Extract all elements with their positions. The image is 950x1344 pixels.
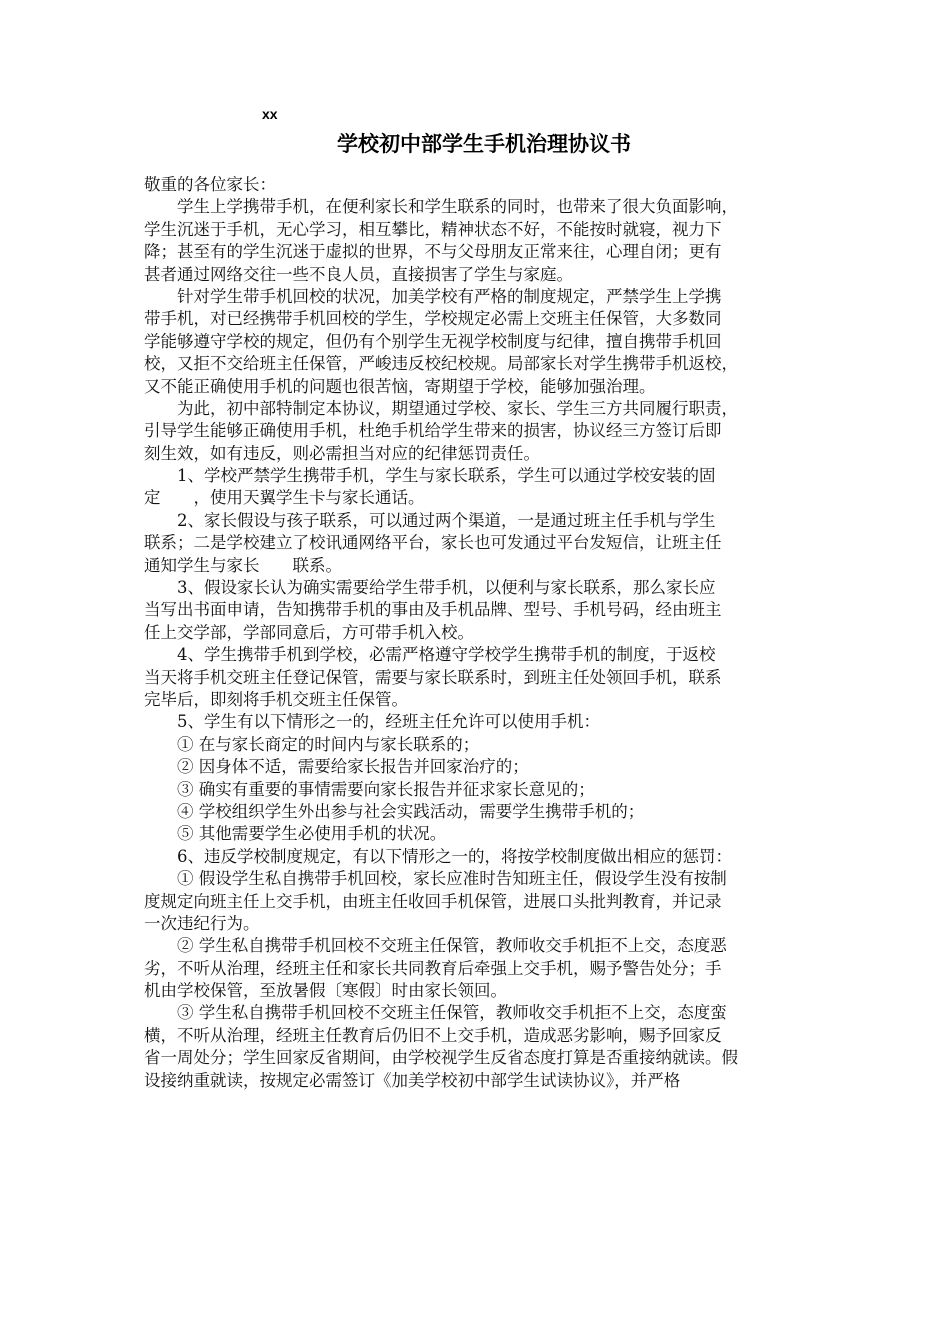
- text-line: ① 假设学生私自携带手机回校，家长应准时告知班主任，假设学生没有按制: [177, 869, 727, 889]
- text-line: 定 ，使用天翼学生卡与家长通话。: [144, 488, 425, 508]
- text-line: 一次违纪行为。: [144, 913, 260, 933]
- text-line: ② 学生私自携带手机回校不交班主任保管，教师收交手机拒不上交，态度恶: [177, 936, 727, 956]
- text-line: 针对学生带手机回校的状况，加美学校有严格的制度规定，严禁学生上学携: [177, 286, 722, 306]
- text-line: 刻生效，如有违反，则必需担当对应的纪律惩罚责任。: [144, 443, 540, 463]
- text-line: 引导学生能够正确使用手机，杜绝手机给学生带来的损害，协议经三方签订后即: [144, 421, 722, 441]
- text-line: 机由学校保管，至放暑假〔寒假〕时由家长领回。: [144, 981, 507, 1001]
- text-line: 降；甚至有的学生沉迷于虚拟的世界，不与父母朋友正常来往，心理自闭；更有: [144, 242, 722, 262]
- text-line: 3、假设家长认为确实需要给学生带手机，以便利与家长联系，那么家长应: [177, 578, 716, 598]
- text-line: 学生上学携带手机，在便利家长和学生联系的同时，也带来了很大负面影响，: [177, 197, 738, 217]
- text-line: 4、学生携带手机到学校，必需严格遵守学校学生携带手机的制度，于返校: [177, 645, 716, 665]
- text-line: 完毕后，即刻将手机交班主任保管。: [144, 689, 408, 709]
- text-line: ② 因身体不适，需要给家长报告并回家治疗的；: [177, 757, 529, 777]
- text-line: 又不能正确使用手机的问题也很苦恼，寄期望于学校，能够加强治理。: [144, 376, 656, 396]
- text-line: 为此，初中部特制定本协议，期望通过学校、家长、学生三方共同履行职责，: [177, 398, 738, 418]
- text-line: 劣，不听从治理，经班主任和家长共同教育后牵强上交手机，赐予警告处分；手: [144, 958, 722, 978]
- text-line: 1、学校严禁学生携带手机，学生与家长联系，学生可以通过学校安装的固: [177, 466, 716, 486]
- text-line: ⑤ 其他需要学生必使用手机的状况。: [177, 824, 447, 844]
- document-title: 学校初中部学生手机治理协议书: [337, 132, 631, 156]
- text-line: 任上交学部，学部同意后，方可带手机入校。: [144, 622, 474, 642]
- text-line: 通知学生与家长 联系。: [144, 555, 342, 575]
- text-line: 5、学生有以下情形之一的，经班主任允许可以使用手机：: [177, 712, 600, 732]
- text-line: 当写出书面申请，告知携带手机的事由及手机品牌、型号、手机号码，经由班主: [144, 600, 722, 620]
- text-line: 联系；二是学校建立了校讯通网络平台，家长也可发通过平台发短信，让班主任: [144, 533, 722, 553]
- text-line: 校，又拒不交给班主任保管，严峻违反校纪校规。局部家长对学生携带手机返校，: [144, 354, 738, 374]
- text-line: ④ 学校组织学生外出参与社会实践活动，需要学生携带手机的；: [177, 801, 645, 821]
- text-line: 省一周处分；学生回家反省期间，由学校视学生反省态度打算是否重接纳就读。假: [144, 1048, 738, 1068]
- header-mark: xx: [262, 106, 278, 122]
- text-line: ① 在与家长商定的时间内与家长联系的；: [177, 734, 480, 754]
- text-line: 2、家长假设与孩子联系，可以通过两个渠道，一是通过班主任手机与学生: [177, 510, 716, 530]
- text-line: 横，不听从治理，经班主任教育后仍旧不上交手机，造成恶劣影响，赐予回家反: [144, 1025, 722, 1045]
- text-line: 甚者通过网络交往一些不良人员，直接损害了学生与家庭。: [144, 264, 573, 284]
- text-line: 6、违反学校制度规定，有以下情形之一的，将按学校制度做出相应的惩罚：: [177, 846, 732, 866]
- text-line: 设接纳重就读，按规定必需签订《加美学校初中部学生试读协议》，并严格: [144, 1070, 681, 1090]
- text-line: 度规定向班主任上交手机，由班主任收回手机保管，进展口头批判教育，并记录: [144, 891, 722, 911]
- document-body: [144, 174, 816, 1092]
- text-line: 当天将手机交班主任登记保管，需要与家长联系时，到班主任处领回手机，联系: [144, 667, 722, 687]
- text-line: 学能够遵守学校的规定，但仍有个别学生无视学校制度与纪律，擅自携带手机回: [144, 331, 722, 351]
- text-line: ③ 学生私自携带手机回校不交班主任保管，教师收交手机拒不上交，态度蛮: [177, 1003, 727, 1023]
- text-line: 带手机，对已经携带手机回校的学生，学校规定必需上交班主任保管，大多数同: [144, 309, 722, 329]
- text-line: ③ 确实有重要的事情需要向家长报告并征求家长意见的；: [177, 779, 595, 799]
- text-line: 敬重的各位家长：: [144, 175, 276, 194]
- text-line: 学生沉迷于手机，无心学习，相互攀比，精神状态不好，不能按时就寝，视力下: [144, 219, 722, 239]
